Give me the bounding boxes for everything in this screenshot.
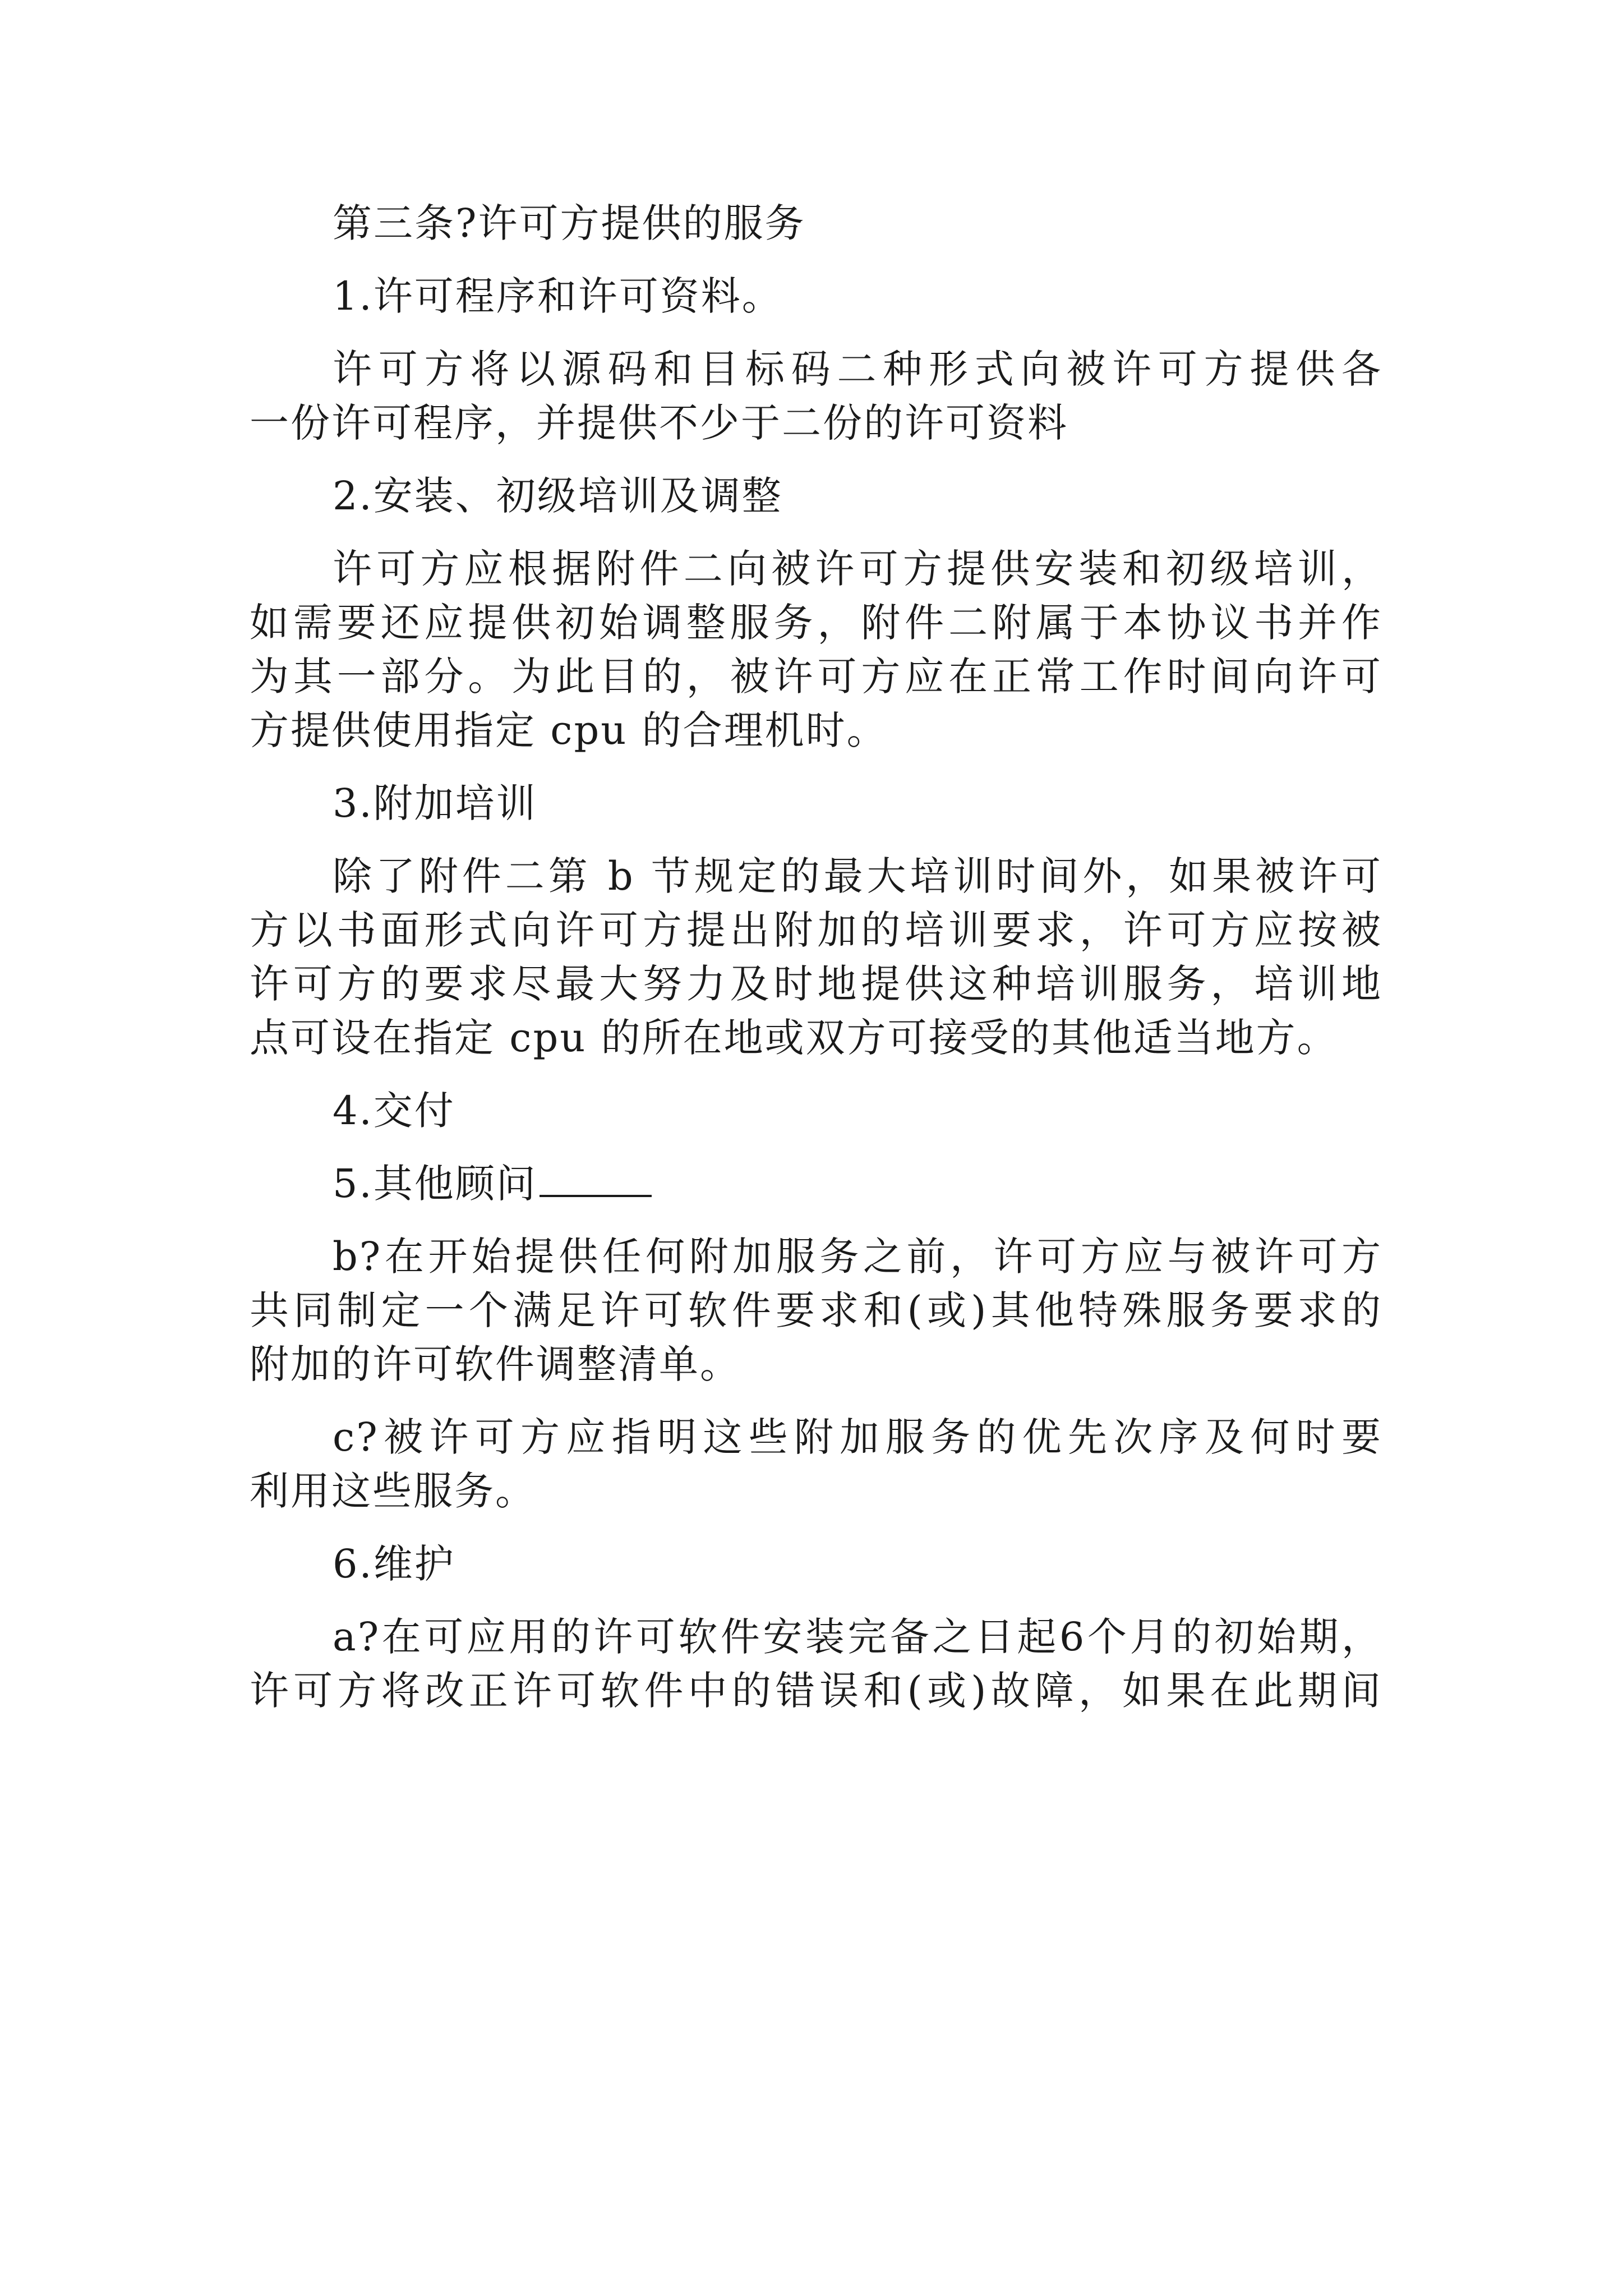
item-1-paragraph <box>250 342 1382 450</box>
paragraph-line: 一份许可程序，并提供不少于二份的许可资料 <box>250 400 1068 446</box>
item-5-heading <box>250 1157 1382 1211</box>
paragraph-line: 点可设在指定 cpu 的所在地或双方可接受的其他适当地方。 <box>250 1015 1338 1061</box>
item-5c-paragraph <box>250 1410 1382 1518</box>
paragraph-line: 除了附件二第 b 节规定的最大培训时间外，如果被许可 <box>333 853 1382 899</box>
paragraph-line: 附加的许可软件调整清单。 <box>250 1341 741 1387</box>
paragraph-line: b?在开始提供任何附加服务之前，许可方应与被许可方 <box>333 1234 1382 1280</box>
item-3-heading: 3.附加培训 <box>333 780 537 826</box>
paragraph-line: 许可方将以源码和目标码二种形式向被许可方提供各 <box>333 346 1382 392</box>
item-3-paragraph <box>250 849 1382 1065</box>
paragraph-line: 许可方的要求尽最大努力及时地提供这种培训服务，培训地 <box>250 961 1382 1007</box>
paragraph-line: c?被许可方应指明这些附加服务的优先次序及何时要 <box>333 1414 1382 1460</box>
item-5b-paragraph <box>250 1230 1382 1391</box>
article-heading: 第三条?许可方提供的服务 <box>333 200 806 246</box>
paragraph-line: a?在可应用的许可软件安装完备之日起6个月的初始期， <box>333 1614 1382 1660</box>
item-6a-paragraph <box>250 1610 1382 1718</box>
paragraph-line: 为其一部分。为此目的，被许可方应在正常工作时间向许可 <box>250 654 1382 700</box>
item-1-heading: 1.许可程序和许可资料。 <box>333 273 783 319</box>
document-body <box>250 196 1382 1718</box>
paragraph-line: 如需要还应提供初始调整服务，附件二附属于本协议书并作 <box>250 600 1382 646</box>
paragraph-line: 许可方将改正许可软件中的错误和(或)故障，如果在此期间 <box>250 1668 1382 1714</box>
item-6-heading: 6.维护 <box>333 1541 455 1587</box>
paragraph-line: 利用这些服务。 <box>250 1468 536 1514</box>
paragraph-line: 许可方应根据附件二向被许可方提供安装和初级培训， <box>333 546 1382 592</box>
fill-in-blank <box>540 1191 652 1197</box>
item-2-paragraph <box>250 542 1382 757</box>
paragraph-line: 方提供使用指定 cpu 的合理机时。 <box>250 707 888 753</box>
item-2-heading: 2.安装、初级培训及调整 <box>333 473 783 519</box>
paragraph-line: 共同制定一个满足许可软件要求和(或)其他特殊服务要求的 <box>250 1287 1382 1333</box>
item-5-label: 5.其他顾问 <box>333 1161 537 1207</box>
item-4-heading: 4.交付 <box>333 1088 455 1134</box>
paragraph-line: 方以书面形式向许可方提出附加的培训要求，许可方应按被 <box>250 907 1382 953</box>
